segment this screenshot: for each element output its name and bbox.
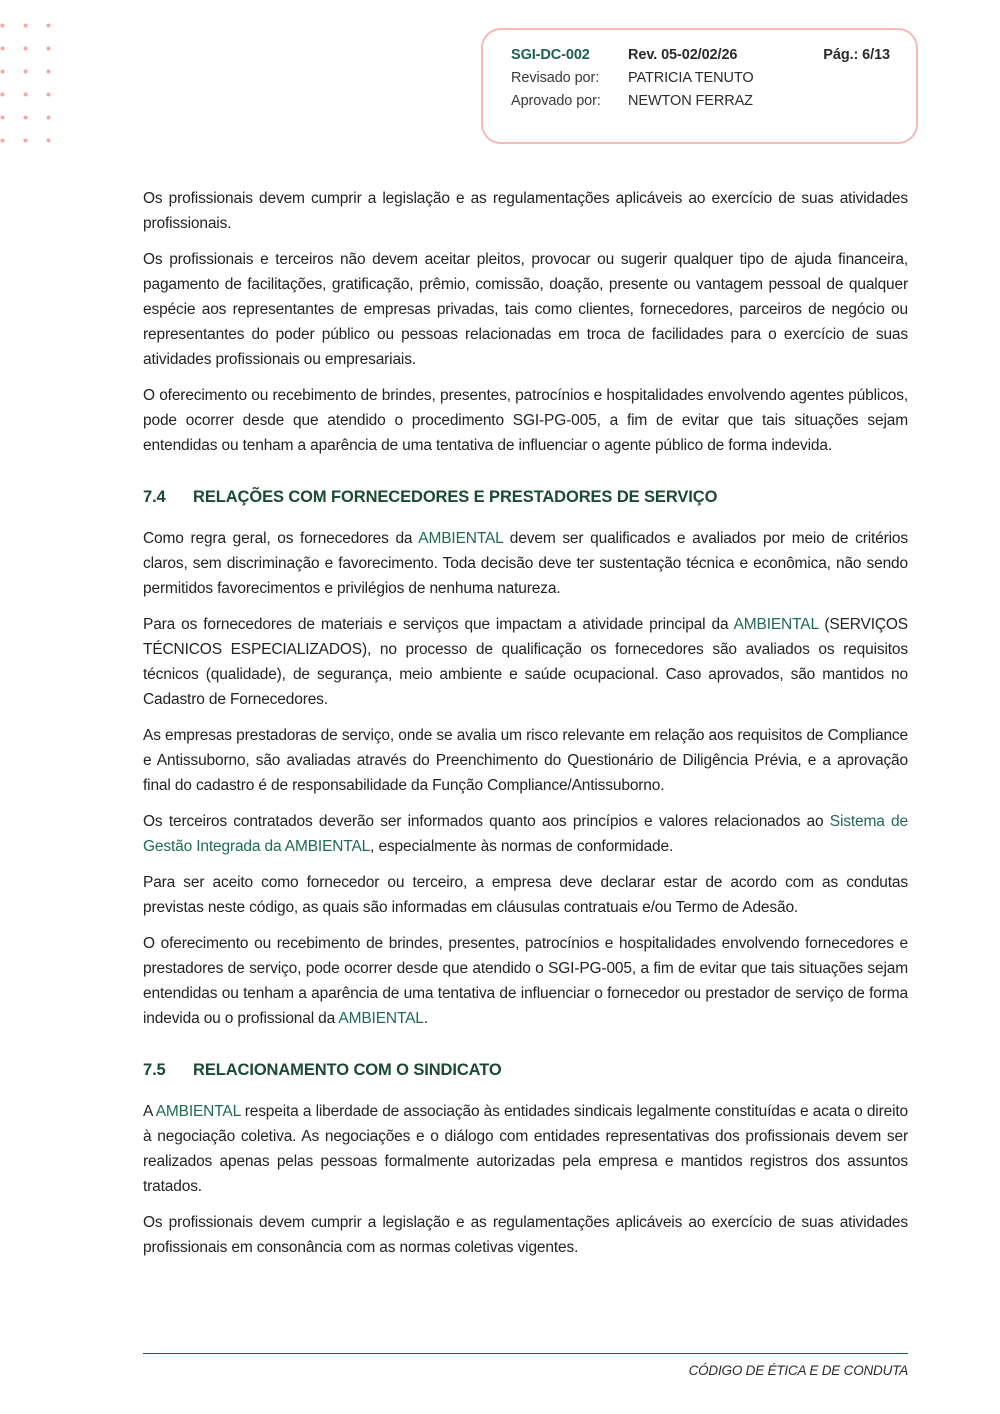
footer-document-title: CÓDIGO DE ÉTICA E DE CONDUTA (688, 1363, 908, 1378)
paragraph-text: Os profissionais e terceiros não devem aceitar pleitos, provocar ou sugerir qualquer tipo de ajuda financeira, pagamento de facilitações, gratificação, prêmio, comissão, doação, presente ou vantagem pessoal de qualquer espécie aos representantes de empresas privadas, tais como clientes, fornecedores, parceiros de negócio ou representantes do poder público ou pessoas relacionadas em troca de facilidades para o exercício de suas atividades profissionais ou empresariais. (143, 251, 908, 368)
document-code: SGI-DC-002 (511, 47, 590, 63)
paragraph (143, 526, 908, 601)
paragraph (143, 1210, 908, 1260)
paragraph-text: Para ser aceito como fornecedor ou terceiro, a empresa deve declarar estar de acordo com as condutas previstas neste código, as quais são informadas em cláusulas contratuais e/ou Termo de Adesão. (143, 874, 908, 916)
section-title: RELAÇÕES COM FORNECEDORES E PRESTADORES DE SERVIÇO (193, 488, 718, 506)
paragraph (143, 612, 908, 712)
brand-name-highlight: Sistema de Gestão Integrada da AMBIENTAL (143, 813, 908, 855)
paragraph (143, 723, 908, 798)
document-body (143, 186, 908, 1271)
paragraph-text: . (423, 1010, 428, 1027)
paragraph-text: A (143, 1103, 156, 1120)
section-heading-7-4 (143, 485, 908, 510)
paragraph (143, 247, 908, 372)
page-footer (143, 1353, 908, 1379)
brand-name-highlight: AMBIENTAL (418, 530, 504, 547)
paragraph (143, 186, 908, 236)
approved-by-label: Aprovado por: (511, 93, 601, 109)
revised-by-value: PATRICIA TENUTO (628, 70, 754, 86)
revised-by-label: Revisado por: (511, 70, 600, 86)
brand-name-highlight: AMBIENTAL (338, 1010, 424, 1027)
section-title: RELACIONAMENTO COM O SINDICATO (193, 1061, 502, 1079)
paragraph (143, 931, 908, 1031)
header-row-revised (511, 71, 890, 86)
paragraph-text: As empresas prestadoras de serviço, onde se avalia um risco relevante em relação aos requisitos de Compliance e Antissuborno, são avaliadas através do Preenchimento do Questionário de Diligência Prévia, e a aprovação final do cadastro é de responsabilidade da Função Compliance/Antissuborno. (143, 727, 908, 794)
document-revision: Rev. 05-02/02/26 (628, 47, 738, 63)
paragraph-text: Os profissionais devem cumprir a legislação e as regulamentações aplicáveis ao exercício de suas atividades profissionais. (143, 190, 908, 232)
paragraph-text: , especialmente às normas de conformidade. (370, 838, 674, 855)
section-number: 7.4 (143, 488, 166, 506)
paragraph-text: Como regra geral, os fornecedores da (143, 530, 419, 547)
section-number: 7.5 (143, 1061, 166, 1079)
document-page-number: Pág.: 6/13 (823, 47, 890, 63)
paragraph (143, 809, 908, 859)
brand-name-highlight: AMBIENTAL (155, 1103, 241, 1120)
paragraph-text: O oferecimento ou recebimento de brindes, presentes, patrocínios e hospitalidades envolvendo fornecedores e prestadores de serviço, pode ocorrer desde que atendido o SGI-PG-005, a fim de evitar que tais situações sejam entendidas ou tenham a aparência de uma tentativa de influenciar o fornecedor ou prestador de serviço de forma indevida ou o profissional da (143, 935, 908, 1027)
decorative-dot-grid (0, 14, 61, 153)
footer-divider (143, 1353, 908, 1354)
header-row-approved (511, 94, 890, 109)
paragraph (143, 870, 908, 920)
paragraph-text: O oferecimento ou recebimento de brindes, presentes, patrocínios e hospitalidades envolvendo agentes públicos, pode ocorrer desde que atendido o procedimento SGI-PG-005, a fim de evitar que tais situações sejam entendidas ou tenham a aparência de uma tentativa de influenciar o agente público de forma indevida. (143, 387, 908, 454)
paragraph-text: devem ser qualificados e avaliados por meio de critérios claros, sem discriminação e favorecimento. Toda decisão deve ter sustentação técnica e econômica, não sendo permitidos favorecimentos e privilégios de nenhuma natureza. (143, 530, 908, 597)
document-info-box (481, 28, 918, 144)
approved-by-value: NEWTON FERRAZ (628, 93, 753, 109)
brand-name-highlight: AMBIENTAL (733, 616, 819, 633)
header-row-code (511, 48, 890, 63)
paragraph-text: (SERVIÇOS TÉCNICOS ESPECIALIZADOS), no processo de qualificação os fornecedores são avaliados os requisitos técnicos (qualidade), de segurança, meio ambiente e saúde ocupacional. Caso aprovados, são mantidos no Cadastro de Fornecedores. (143, 616, 909, 708)
paragraph (143, 1099, 908, 1199)
paragraph-text: respeita a liberdade de associação às entidades sindicais legalmente constituídas e acata o direito à negociação coletiva. As negociações e o diálogo com entidades representativas dos profissionais devem ser realizados apenas pelas pessoas formalmente autorizadas pela empresa e mantidos registros dos assuntos tratados. (143, 1103, 908, 1195)
paragraph-text: Os profissionais devem cumprir a legislação e as regulamentações aplicáveis ao exercício de suas atividades profissionais em consonância com as normas coletivas vigentes. (143, 1214, 908, 1256)
paragraph-text: Os terceiros contratados deverão ser informados quanto aos princípios e valores relacionados ao (143, 813, 830, 830)
paragraph-text: Para os fornecedores de materiais e serviços que impactam a atividade principal da (143, 616, 734, 633)
paragraph (143, 383, 908, 458)
section-heading-7-5 (143, 1058, 908, 1083)
